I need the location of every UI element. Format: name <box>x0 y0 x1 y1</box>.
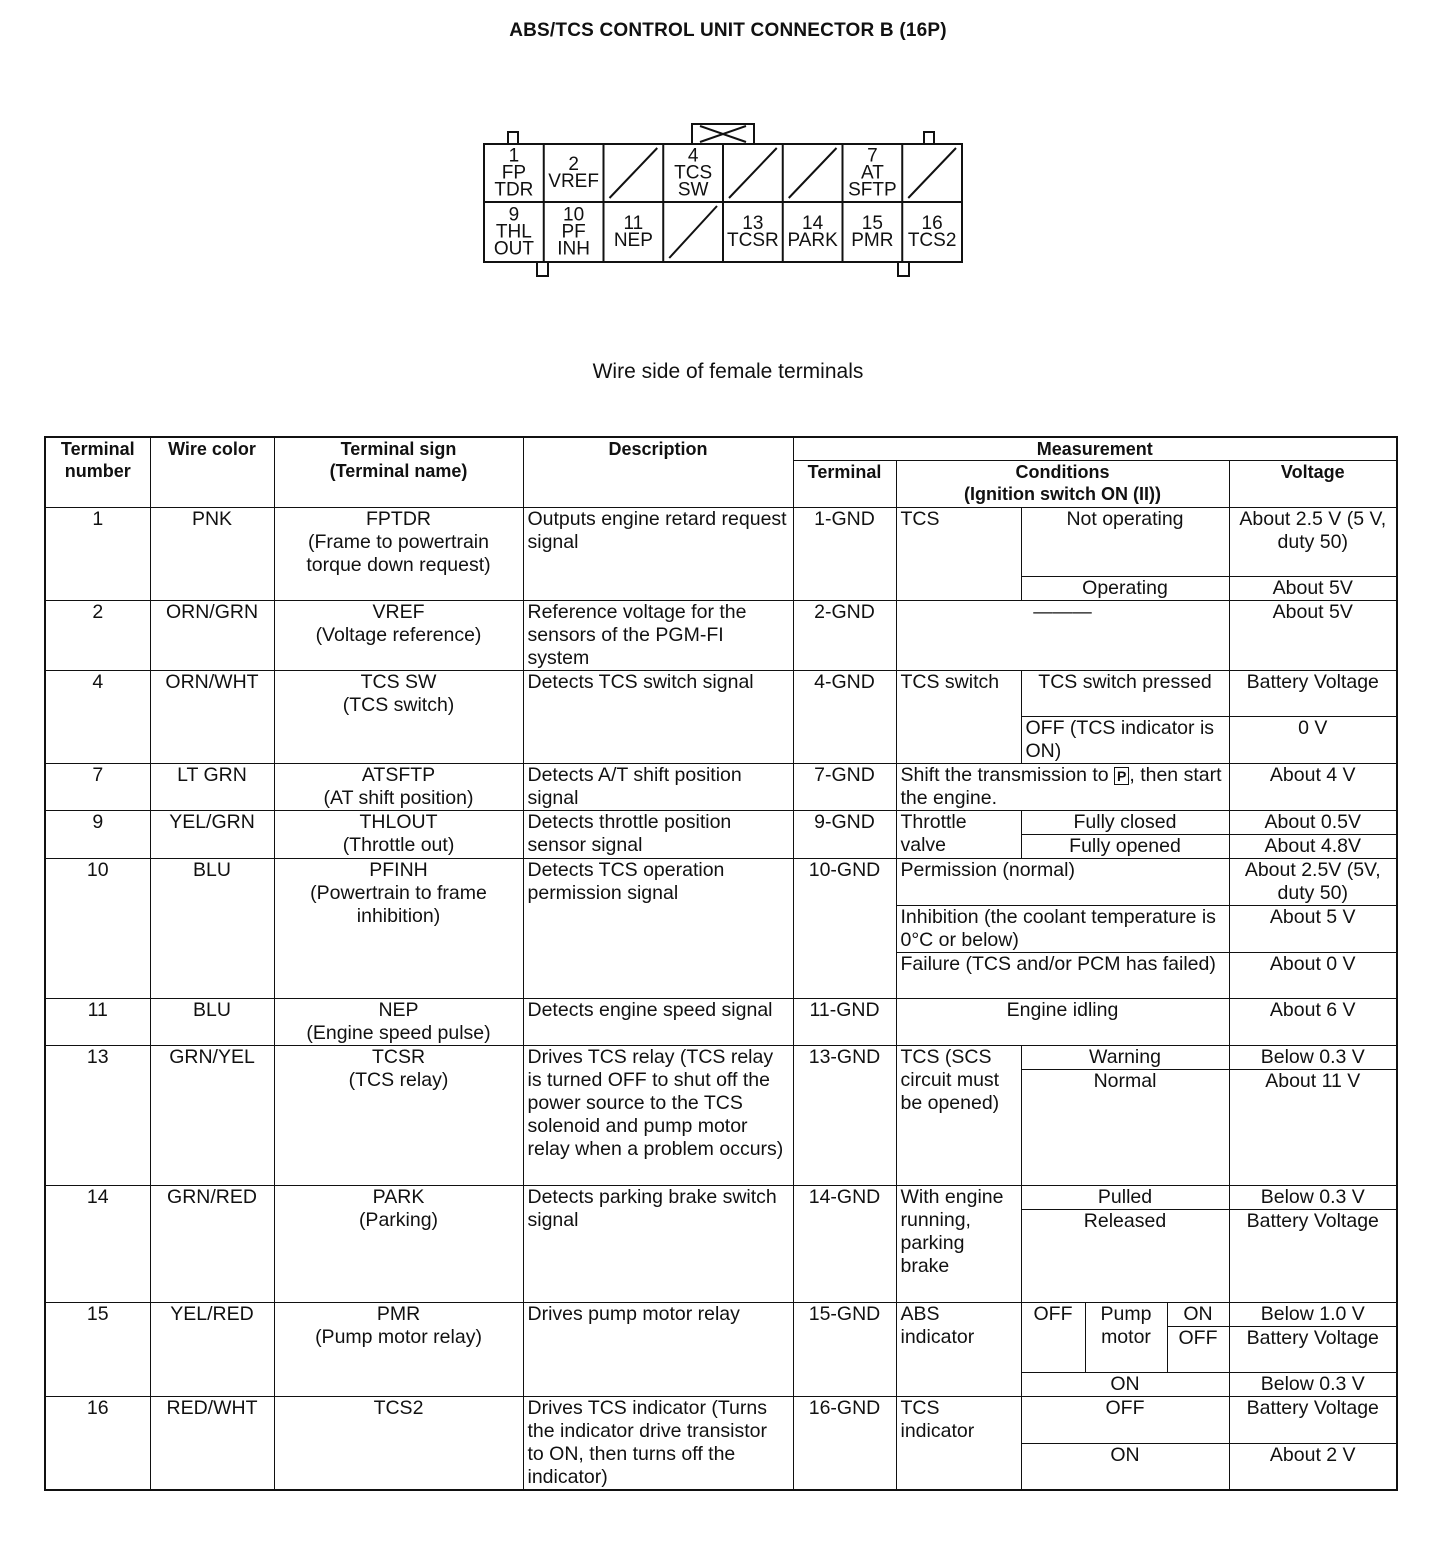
cavity-sign: SFTP <box>848 179 897 201</box>
wire-color-cell: YEL/GRN <box>150 811 274 859</box>
cavity-number: 14 <box>802 213 824 234</box>
condition-cell: Permission (normal) <box>896 859 1229 906</box>
terminal-number-cell: 14 <box>45 1186 150 1303</box>
unused-cavity-slash <box>610 148 658 198</box>
table-row <box>45 1303 1397 1327</box>
condition-cell: Warning <box>1021 1046 1229 1070</box>
terminal-sign-cell: PARK (Parking) <box>274 1186 523 1303</box>
table-row <box>45 601 1397 671</box>
cavity-sign: SW <box>677 179 709 201</box>
terminal-number-cell: 10 <box>45 859 150 999</box>
unused-cavity-slash <box>789 148 837 198</box>
cavity-sign: OUT <box>493 238 534 260</box>
voltage-cell: About 5 V <box>1229 906 1397 953</box>
terminal-number-cell: 4 <box>45 671 150 764</box>
header-measurement: Measurement <box>793 437 1397 461</box>
cavity-sign: TCS <box>674 162 713 184</box>
terminal-number-cell: 1 <box>45 508 150 601</box>
condition-cell: Released <box>1021 1210 1229 1303</box>
description-cell: Detects A/T shift position signal <box>523 764 793 811</box>
voltage-cell: About 0 V <box>1229 953 1397 999</box>
cavity-sign: PARK <box>787 230 838 251</box>
header-description: Description <box>523 437 793 508</box>
cavity-number: 13 <box>742 213 764 234</box>
condition-cell: ON <box>1021 1443 1229 1490</box>
condition-cell: Throttle valve <box>896 811 1021 859</box>
cavity-number: 10 <box>563 204 585 226</box>
measure-terminal-cell: 16-GND <box>793 1397 896 1491</box>
measure-terminal-cell: 13-GND <box>793 1046 896 1186</box>
table-row <box>45 859 1397 906</box>
wire-color-cell: YEL/RED <box>150 1303 274 1397</box>
cavity-number: 9 <box>508 204 520 226</box>
condition-cell: ABS indicator <box>896 1303 1021 1397</box>
voltage-cell: Below 0.3 V <box>1229 1373 1397 1397</box>
description-cell: Drives TCS relay (TCS relay is turned OFF to shut off the power source to the TCS solenoid and pump motor relay when a problem occurs) <box>523 1046 793 1186</box>
park-position-icon: P <box>1114 767 1129 785</box>
measure-terminal-cell: 1-GND <box>793 508 896 601</box>
measure-terminal-cell: 10-GND <box>793 859 896 999</box>
header-conditions: Conditions (Ignition switch ON (II)) <box>896 461 1229 508</box>
condition-cell: TCS (SCS circuit must be opened) <box>896 1046 1021 1186</box>
cavity-sign: TCSR <box>727 230 779 251</box>
cavity-sign: INH <box>557 238 590 260</box>
measure-terminal-cell: 2-GND <box>793 601 896 671</box>
measure-terminal-cell: 15-GND <box>793 1303 896 1397</box>
wire-color-cell: LT GRN <box>150 764 274 811</box>
condition-cell: Failure (TCS and/or PCM has failed) <box>896 953 1229 999</box>
cavity-sign: AT <box>860 162 884 184</box>
voltage-cell: Battery Voltage <box>1229 1327 1397 1373</box>
description-cell: Detects parking brake switch signal <box>523 1186 793 1303</box>
wire-color-cell: GRN/YEL <box>150 1046 274 1186</box>
cavity-sign: PMR <box>851 230 894 251</box>
measure-terminal-cell: 11-GND <box>793 999 896 1046</box>
cavity-number: 7 <box>867 145 878 167</box>
cavity-sign: PF <box>561 221 586 243</box>
voltage-cell: Below 0.3 V <box>1229 1046 1397 1070</box>
voltage-cell: About 2.5 V (5 V, duty 50) <box>1229 508 1397 577</box>
condition-cell: ON <box>1167 1303 1229 1327</box>
condition-cell: Operating <box>1021 577 1229 601</box>
description-cell: Detects throttle position sensor signal <box>523 811 793 859</box>
wire-color-cell: GRN/RED <box>150 1186 274 1303</box>
terminal-table <box>44 436 1398 1491</box>
connector-diagram <box>478 118 968 280</box>
voltage-cell: About 0.5V <box>1229 811 1397 835</box>
condition-cell: TCS indicator <box>896 1397 1021 1491</box>
cavity-number: 4 <box>687 145 699 167</box>
wire-color-cell: BLU <box>150 859 274 999</box>
condition-cell: OFF <box>1021 1397 1229 1444</box>
terminal-sign-cell: ATSFTP (AT shift position) <box>274 764 523 811</box>
table-row <box>45 1397 1397 1444</box>
terminal-number-cell: 9 <box>45 811 150 859</box>
condition-cell: TCS switch pressed <box>1021 671 1229 717</box>
cavity-number: 1 <box>508 145 520 167</box>
terminal-sign-cell: FPTDR (Frame to powertrain torque down request) <box>274 508 523 601</box>
voltage-cell: Battery Voltage <box>1229 1397 1397 1444</box>
terminal-sign-cell: PFINH (Powertrain to frame inhibition) <box>274 859 523 999</box>
terminal-number-cell: 16 <box>45 1397 150 1491</box>
table-row <box>45 671 1397 717</box>
voltage-cell: 0 V <box>1229 717 1397 764</box>
cavity-sign: FP <box>501 162 527 184</box>
terminal-number-cell: 15 <box>45 1303 150 1397</box>
terminal-sign-cell: TCSR (TCS relay) <box>274 1046 523 1186</box>
measure-terminal-cell: 9-GND <box>793 811 896 859</box>
condition-cell: OFF <box>1021 1303 1085 1373</box>
condition-cell: TCS switch <box>896 671 1021 764</box>
voltage-cell: About 2 V <box>1229 1443 1397 1490</box>
unused-cavity-slash <box>669 206 717 258</box>
cavity-number: 16 <box>921 213 943 234</box>
description-cell: Outputs engine retard request signal <box>523 508 793 601</box>
measure-terminal-cell: 7-GND <box>793 764 896 811</box>
condition-cell: Fully closed <box>1021 811 1229 835</box>
condition-cell: OFF <box>1167 1327 1229 1373</box>
voltage-cell: Below 0.3 V <box>1229 1186 1397 1210</box>
voltage-cell: About 11 V <box>1229 1070 1397 1186</box>
terminal-sign-cell: PMR (Pump motor relay) <box>274 1303 523 1397</box>
cavity-sign: NEP <box>613 230 653 251</box>
condition-cell: Inhibition (the coolant temperature is 0°C or below) <box>896 906 1229 953</box>
cavity-sign: TCS2 <box>907 230 957 251</box>
voltage-cell: Battery Voltage <box>1229 671 1397 717</box>
condition-cell: ——— <box>896 601 1229 671</box>
terminal-number-cell: 2 <box>45 601 150 671</box>
voltage-cell: About 4 V <box>1229 764 1397 811</box>
header-terminal: Terminal <box>793 461 896 508</box>
condition-cell: Not operating <box>1021 508 1229 577</box>
wire-color-cell: BLU <box>150 999 274 1046</box>
voltage-cell: About 4.8V <box>1229 835 1397 859</box>
page-title: ABS/TCS CONTROL UNIT CONNECTOR B (16P) <box>509 20 947 41</box>
description-cell: Drives pump motor relay <box>523 1303 793 1397</box>
condition-cell: ON <box>1021 1373 1229 1397</box>
table-row <box>45 764 1397 811</box>
table-row <box>45 811 1397 835</box>
unused-cavity-slash <box>908 148 956 198</box>
condition-cell: Shift the transmission to P , then start the engine. <box>896 764 1229 811</box>
cavity-sign: THL <box>495 221 532 243</box>
voltage-cell: About 6 V <box>1229 999 1397 1046</box>
voltage-cell: About 2.5V (5V, duty 50) <box>1229 859 1397 906</box>
cavity-number: 2 <box>568 154 579 175</box>
description-cell: Reference voltage for the sensors of the PGM-FI system <box>523 601 793 671</box>
cavity-sign: VREF <box>548 171 599 192</box>
wire-color-cell: PNK <box>150 508 274 601</box>
unused-cavity-slash <box>729 148 777 198</box>
description-cell: Detects TCS operation permission signal <box>523 859 793 999</box>
wire-color-cell: ORN/WHT <box>150 671 274 764</box>
voltage-cell: Below 1.0 V <box>1229 1303 1397 1327</box>
voltage-cell: Battery Voltage <box>1229 1210 1397 1303</box>
terminal-sign-cell: VREF (Voltage reference) <box>274 601 523 671</box>
condition-cell: Pulled <box>1021 1186 1229 1210</box>
description-cell: Drives TCS indicator (Turns the indicator drive transistor to ON, then turns off the indicator) <box>523 1397 793 1491</box>
header-voltage: Voltage <box>1229 461 1397 508</box>
condition-cell: Fully opened <box>1021 835 1229 859</box>
wire-color-cell: ORN/GRN <box>150 601 274 671</box>
description-cell: Detects TCS switch signal <box>523 671 793 764</box>
terminal-number-cell: 11 <box>45 999 150 1046</box>
header-wire-color: Wire color <box>150 437 274 508</box>
condition-cell: Pump motor <box>1085 1303 1167 1373</box>
header-terminal-sign: Terminal sign (Terminal name) <box>274 437 523 508</box>
table-row <box>45 508 1397 577</box>
terminal-sign-cell: TCS2 <box>274 1397 523 1491</box>
header-terminal-number: Terminal number <box>45 437 150 508</box>
terminal-sign-cell: TCS SW (TCS switch) <box>274 671 523 764</box>
terminal-sign-cell: NEP (Engine speed pulse) <box>274 999 523 1046</box>
terminal-number-cell: 13 <box>45 1046 150 1186</box>
condition-cell: Engine idling <box>896 999 1229 1046</box>
wire-color-cell: RED/WHT <box>150 1397 274 1491</box>
cavity-number: 15 <box>861 213 883 234</box>
voltage-cell: About 5V <box>1229 601 1397 671</box>
terminal-sign-cell: THLOUT (Throttle out) <box>274 811 523 859</box>
condition-cell: With engine running, parking brake <box>896 1186 1021 1303</box>
condition-cell: OFF (TCS indicator is ON) <box>1021 717 1229 764</box>
measure-terminal-cell: 14-GND <box>793 1186 896 1303</box>
terminal-number-cell: 7 <box>45 764 150 811</box>
condition-cell: Normal <box>1021 1070 1229 1186</box>
measure-terminal-cell: 4-GND <box>793 671 896 764</box>
table-row <box>45 1186 1397 1210</box>
cavity-number: 11 <box>623 213 644 234</box>
condition-cell: TCS <box>896 508 1021 601</box>
cavity-sign: TDR <box>494 179 534 201</box>
table-row <box>45 1046 1397 1070</box>
voltage-cell: About 5V <box>1229 577 1397 601</box>
description-cell: Detects engine speed signal <box>523 999 793 1046</box>
wire-side-caption: Wire side of female terminals <box>592 360 864 383</box>
table-row <box>45 999 1397 1046</box>
